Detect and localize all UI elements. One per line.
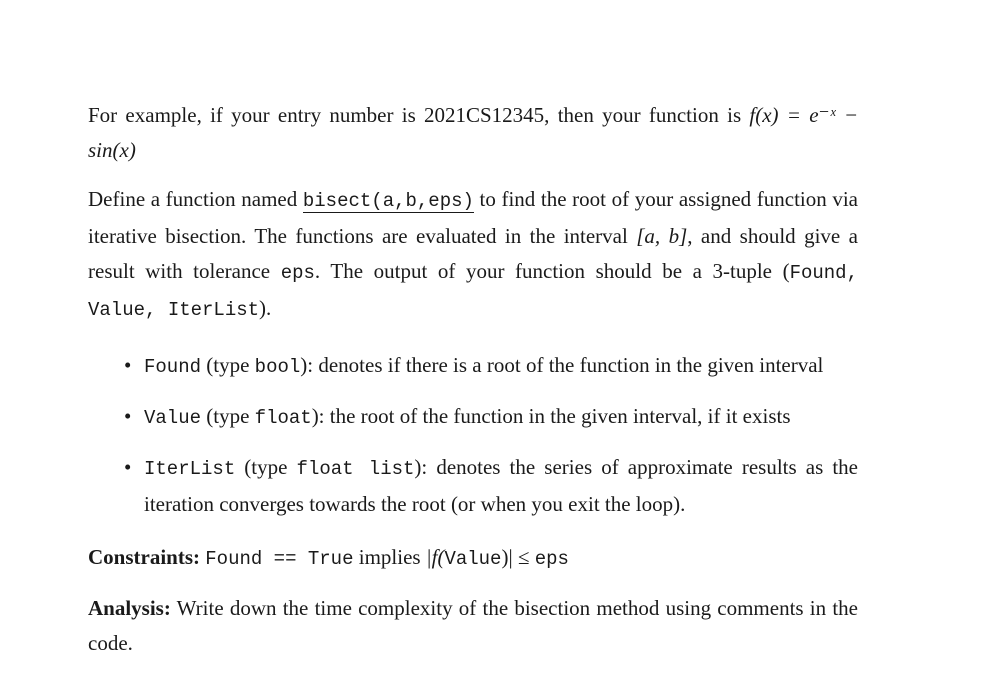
bullet-icon: • [124, 455, 132, 479]
document-page [88, 98, 858, 661]
function-formula: e⁻ˣ − sin(x) [88, 103, 858, 162]
item-code: Found [144, 356, 202, 378]
abs-open: |f( [425, 545, 445, 569]
item-text: ): denotes the series of approximate results as the iteration converges towards the root (or when you exit the loop). [144, 455, 858, 516]
item-code: Value [144, 407, 202, 429]
item-text: (type [201, 404, 255, 428]
abs-close: )| ≤ [501, 545, 535, 569]
list-item [124, 399, 858, 436]
item-code: IterList [144, 458, 236, 480]
define-text-1: Define a function named [88, 187, 303, 211]
list-item [124, 348, 858, 385]
define-text-2: to find the root of your assigned function via iterative bisection. The functions are evaluated in the interval [88, 187, 859, 248]
value-code: Value [444, 548, 502, 570]
analysis-text: Write down the time complexity of the bisection method using comments in the code. [88, 596, 858, 655]
constraints-paragraph [88, 540, 858, 577]
eps-code: eps [534, 548, 569, 570]
bullet-icon: • [124, 353, 132, 377]
item-text: (type [235, 455, 297, 479]
define-text-3: , and should give a result with tolerance [88, 224, 858, 283]
analysis-label: Analysis: [88, 596, 171, 620]
item-type: float [254, 407, 312, 429]
list-item [124, 450, 858, 522]
bullet-icon: • [124, 404, 132, 428]
define-paragraph [88, 182, 858, 328]
constraints-code: Found == True [205, 548, 354, 570]
example-paragraph [88, 98, 858, 168]
analysis-paragraph [88, 591, 858, 661]
constraints-label: Constraints: [88, 545, 201, 569]
item-type: bool [254, 356, 301, 378]
eps-code: eps [280, 262, 315, 284]
item-text: (type [201, 353, 255, 377]
define-text-5: ). [259, 296, 272, 320]
function-label: f(x) = [749, 103, 801, 127]
example-text: For example, if your entry number is 2021CS12345, then your function is [88, 103, 750, 127]
define-text-4: . The output of your function should be a 3-tuple ( [314, 259, 790, 283]
constraints-text: implies [353, 545, 426, 569]
item-type: float list [296, 458, 415, 480]
item-text: ): the root of the function in the given interval, if it exists [311, 404, 791, 428]
bisect-signature: bisect(a,b,eps) [302, 190, 474, 212]
tuple-code: Found, Value, IterList [88, 262, 858, 321]
output-list [88, 348, 858, 522]
interval: [a, b] [636, 224, 688, 248]
item-text: ): denotes if there is a root of the function in the given interval [300, 353, 824, 377]
